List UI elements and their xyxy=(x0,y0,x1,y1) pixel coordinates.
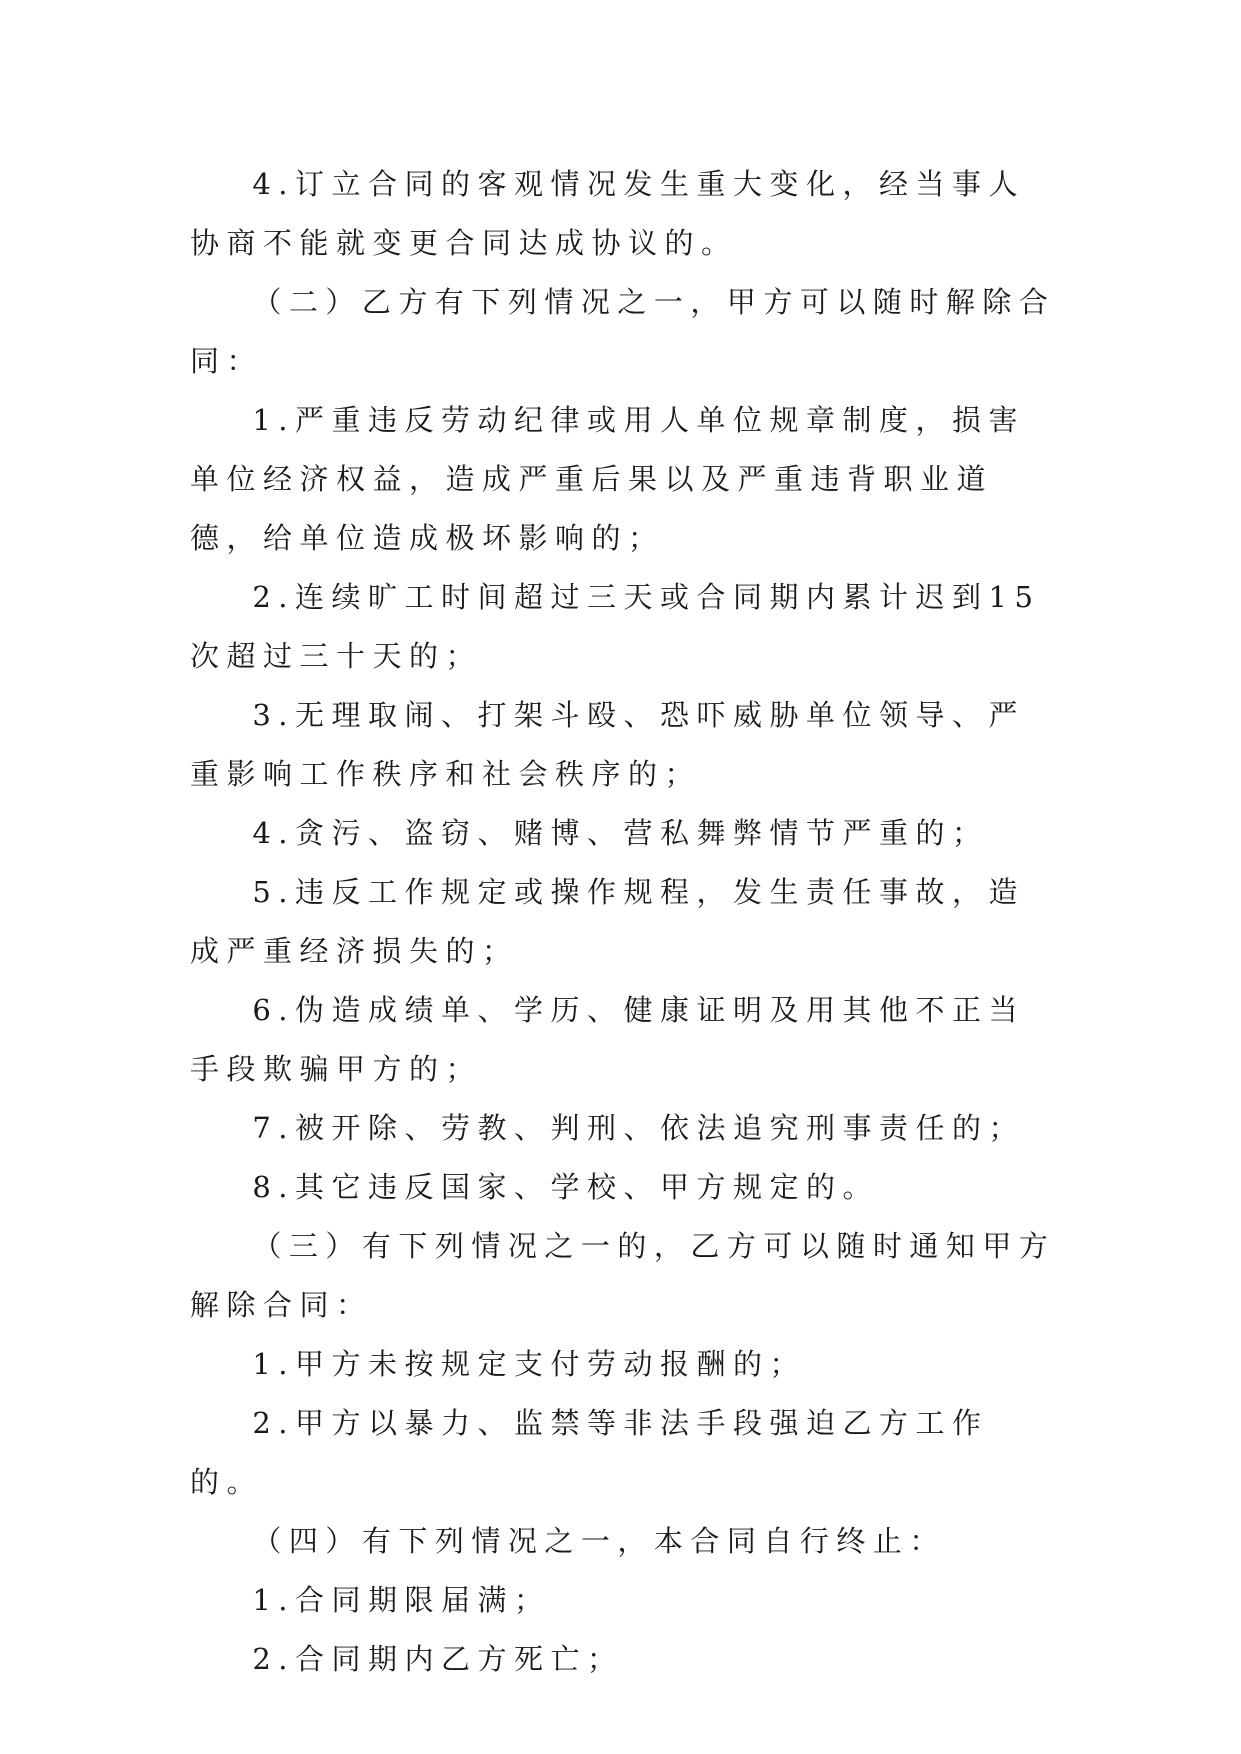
paragraph-item: 8.其它违反国家、学校、甲方规定的。 xyxy=(252,1170,880,1204)
paragraph-item: 5.违反工作规定或操作规程，发生责任事故，造成严重经济损失的； xyxy=(190,875,1026,968)
paragraph-item: 2.甲方以暴力、监禁等非法手段强迫乙方工作的。 xyxy=(190,1406,989,1499)
paragraph-item: 3.无理取闹、打架斗殴、恐吓威胁单位领导、严重影响工作秩序和社会秩序的； xyxy=(190,698,1026,791)
paragraph-item: 7.被开除、劳教、判刑、依法追究刑事责任的； xyxy=(252,1111,1026,1145)
paragraph-item: 2.合同期内乙方死亡； xyxy=(252,1642,624,1676)
paragraph-section-heading: （二）乙方有下列情况之一，甲方可以随时解除合同： xyxy=(190,285,1056,378)
document-body xyxy=(190,155,1060,1689)
paragraph-item: 4.贪污、盗窃、赌博、营私舞弊情节严重的； xyxy=(252,816,989,850)
paragraph-item: 1.合同期限届满； xyxy=(252,1583,551,1617)
paragraph-item: 1.甲方未按规定支付劳动报酬的； xyxy=(252,1347,807,1381)
paragraph-section-heading: （四）有下列情况之一，本合同自行终止： xyxy=(252,1524,946,1558)
paragraph-item: 6.伪造成绩单、学历、健康证明及用其他不正当手段欺骗甲方的； xyxy=(190,993,1026,1086)
paragraph-item: 2.连续旷工时间超过三天或合同期内累计迟到15次超过三十天的； xyxy=(190,580,1041,673)
paragraph-section-heading: （三）有下列情况之一的，乙方可以随时通知甲方解除合同： xyxy=(190,1229,1056,1322)
paragraph-item: 1.严重违反劳动纪律或用人单位规章制度，损害单位经济权益，造成严重后果以及严重违背职业道德，给单位造成极坏影响的； xyxy=(190,403,1026,555)
paragraph-item: 4.订立合同的客观情况发生重大变化，经当事人协商不能就变更合同达成协议的。 xyxy=(190,167,1026,260)
